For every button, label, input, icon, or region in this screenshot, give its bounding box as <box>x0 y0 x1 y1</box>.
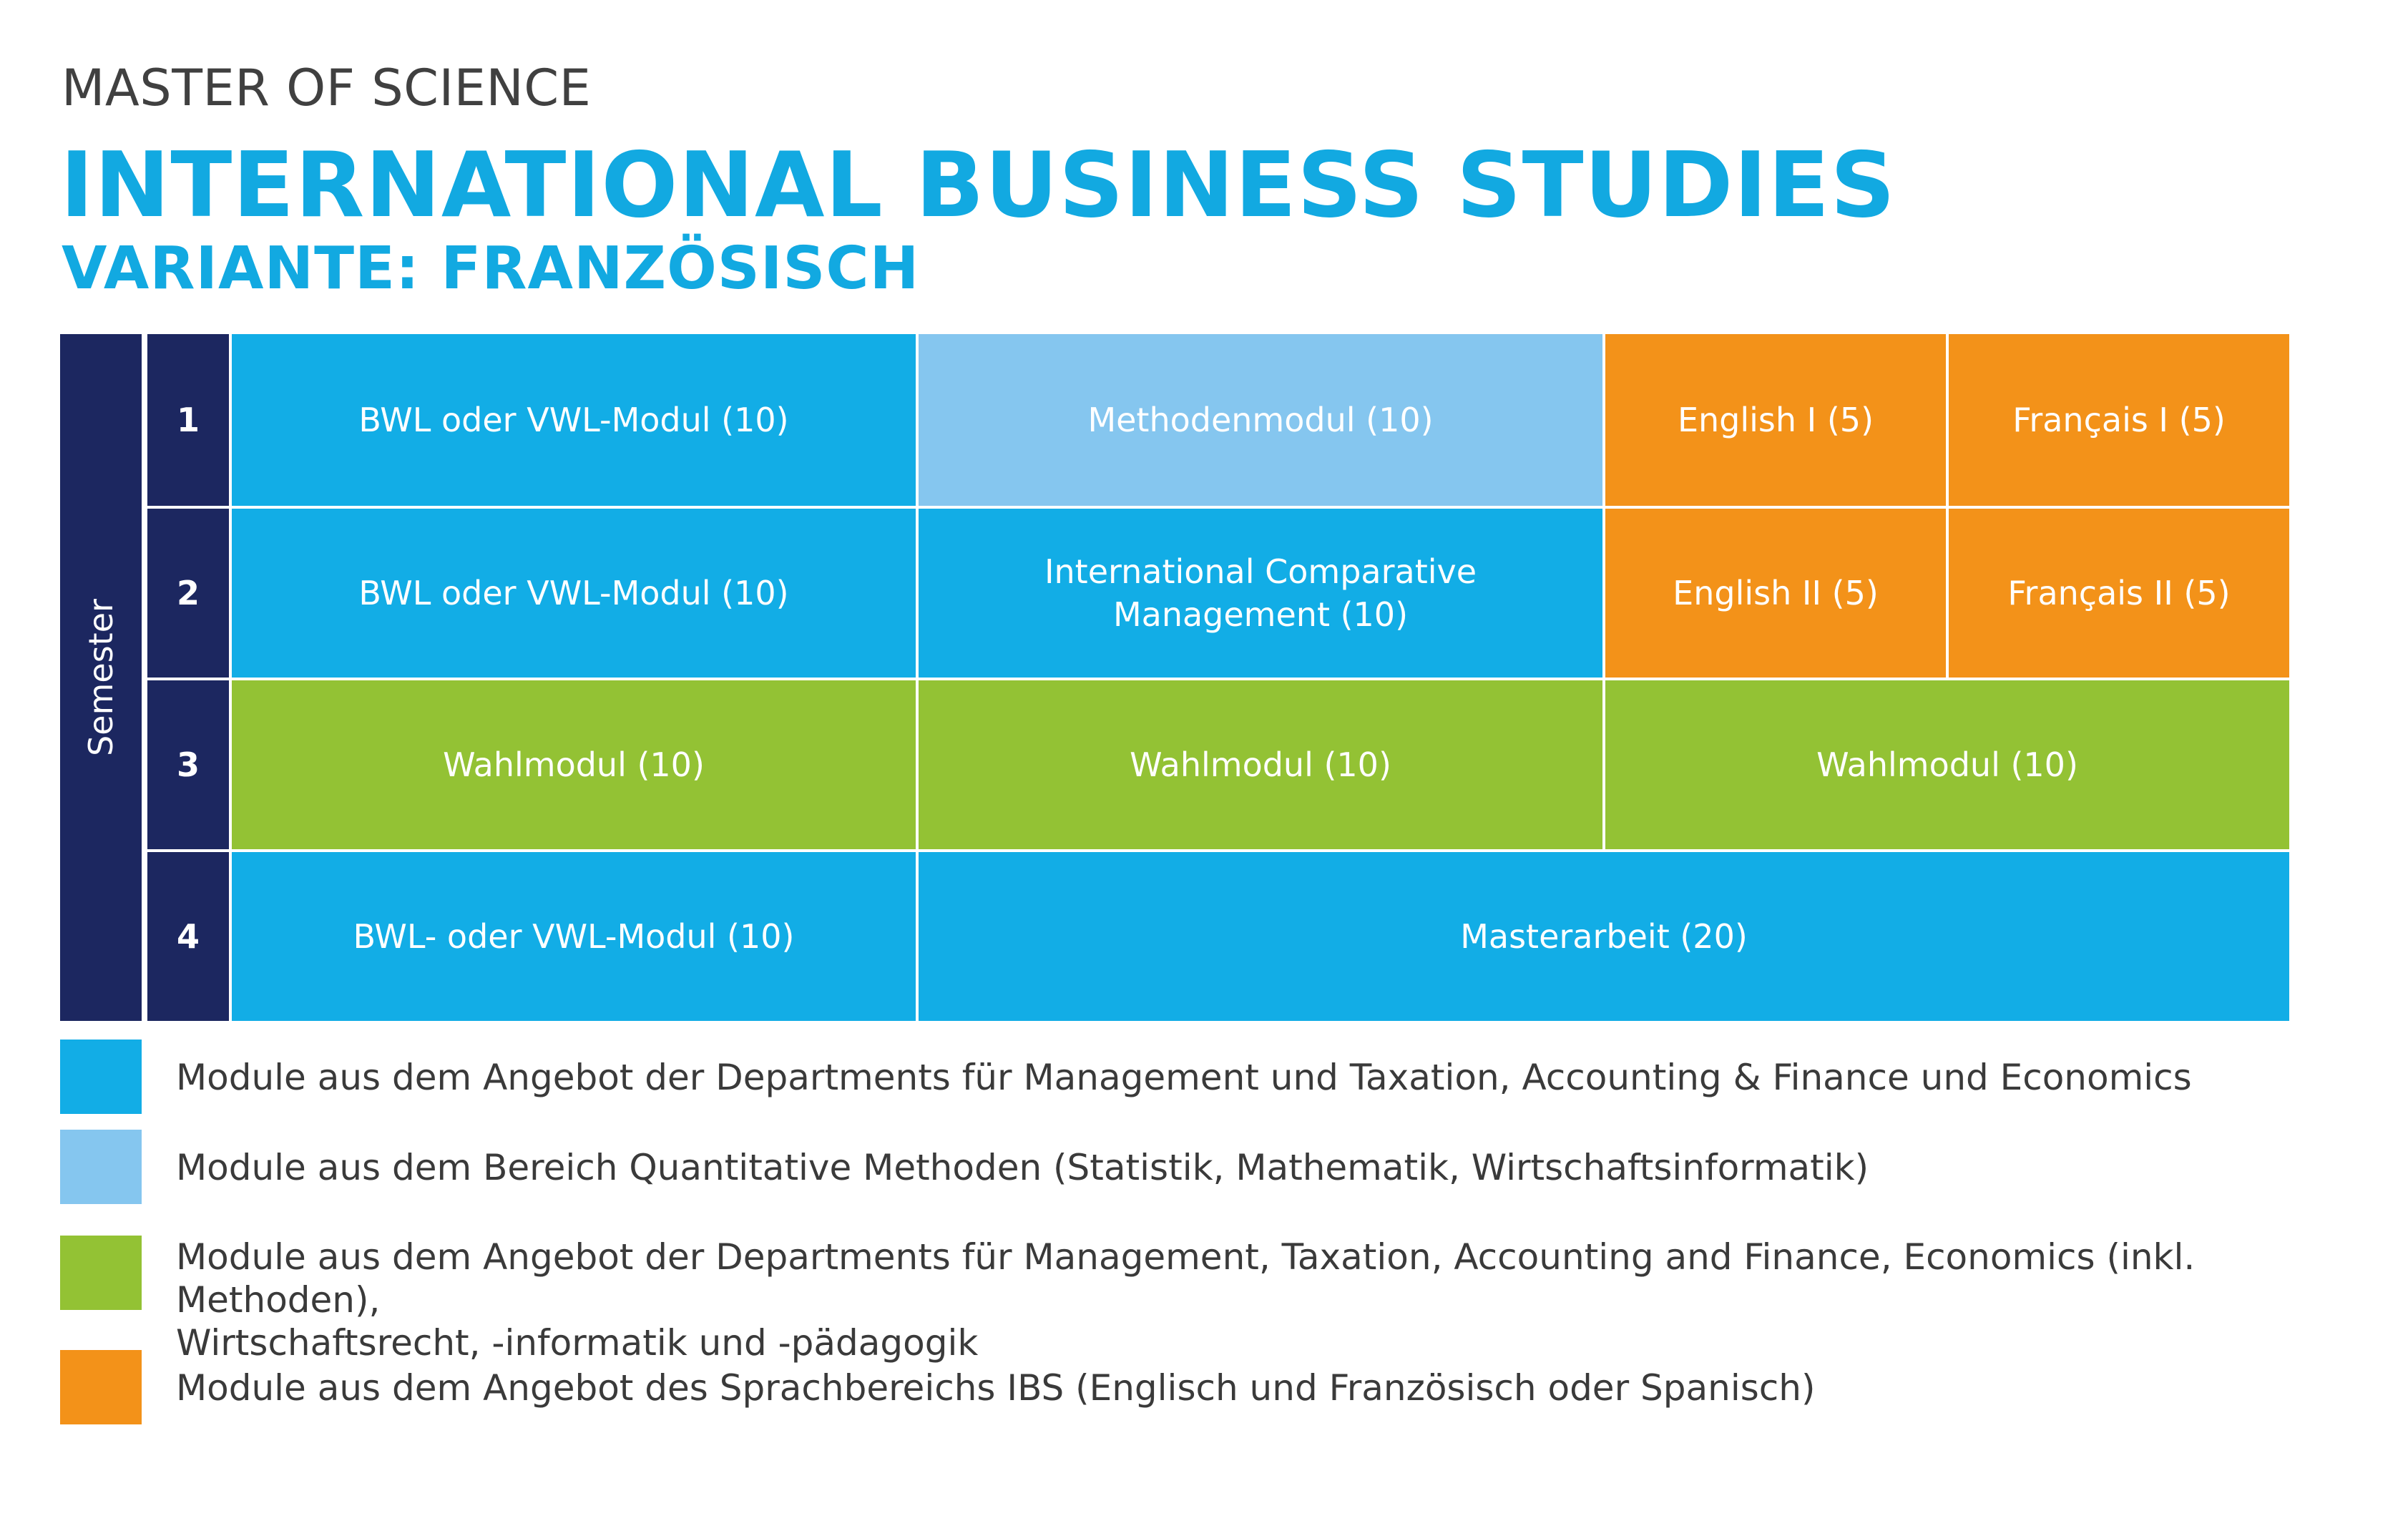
legend-swatch-quantitative <box>60 1130 142 1204</box>
module-cell: Wahlmodul (10) <box>232 680 916 849</box>
semester-number-2: 2 <box>147 509 229 678</box>
module-cell: BWL- oder VWL-Modul (10) <box>232 852 916 1021</box>
module-cell: BWL oder VWL-Modul (10) <box>232 334 916 506</box>
module-cell: Français II (5) <box>1949 509 2289 678</box>
legend-text <box>176 1366 1815 1409</box>
module-cell: English I (5) <box>1605 334 1946 506</box>
legend-swatch-language <box>60 1350 142 1424</box>
legend-swatch-elective <box>60 1236 142 1310</box>
program-kicker: MASTER OF SCIENCE <box>62 59 592 117</box>
legend-line: Module aus dem Angebot der Departments für Management und Taxation, Accounting & Finance und Economics <box>176 1057 2192 1098</box>
module-cell: Wahlmodul (10) <box>1605 680 2289 849</box>
legend-text <box>176 1056 2192 1099</box>
semester-number-1: 1 <box>147 334 229 506</box>
legend-line: Wirtschaftsrecht, -informatik und -pädagogik <box>176 1322 979 1364</box>
legend-line: Module aus dem Bereich Quantitative Methoden (Statistik, Mathematik, Wirtschaftsinformatik) <box>176 1147 1869 1188</box>
semester-number-4: 4 <box>147 852 229 1021</box>
module-cell: Masterarbeit (20) <box>919 852 2289 1021</box>
module-cell: English II (5) <box>1605 509 1946 678</box>
module-cell: Français I (5) <box>1949 334 2289 506</box>
legend-line: Module aus dem Angebot des Sprachbereichs IBS (Englisch und Französisch oder Spanisch) <box>176 1367 1816 1409</box>
legend-line: Module aus dem Angebot der Departments für Management, Taxation, Accounting and Finance, Economics (inkl. Methoden), <box>176 1236 2196 1321</box>
legend-text <box>176 1146 1869 1189</box>
module-cell <box>919 509 1602 678</box>
program-variant: VARIANTE: FRANZÖSISCH <box>62 235 920 303</box>
module-cell: Wahlmodul (10) <box>919 680 1602 849</box>
module-cell: BWL oder VWL-Modul (10) <box>232 509 916 678</box>
module-cell: Methodenmodul (10) <box>919 334 1602 506</box>
semester-axis-label <box>60 334 142 1021</box>
module-cell-line: Management (10) <box>1112 595 1409 634</box>
program-title: INTERNATIONAL BUSINESS STUDIES <box>60 132 1896 238</box>
legend-swatch-departments <box>60 1040 142 1114</box>
semester-number-3: 3 <box>147 680 229 849</box>
legend-text <box>176 1236 2408 1364</box>
module-cell-line: International Comparative <box>1044 552 1477 591</box>
semester-axis-text: Semester <box>82 599 120 756</box>
